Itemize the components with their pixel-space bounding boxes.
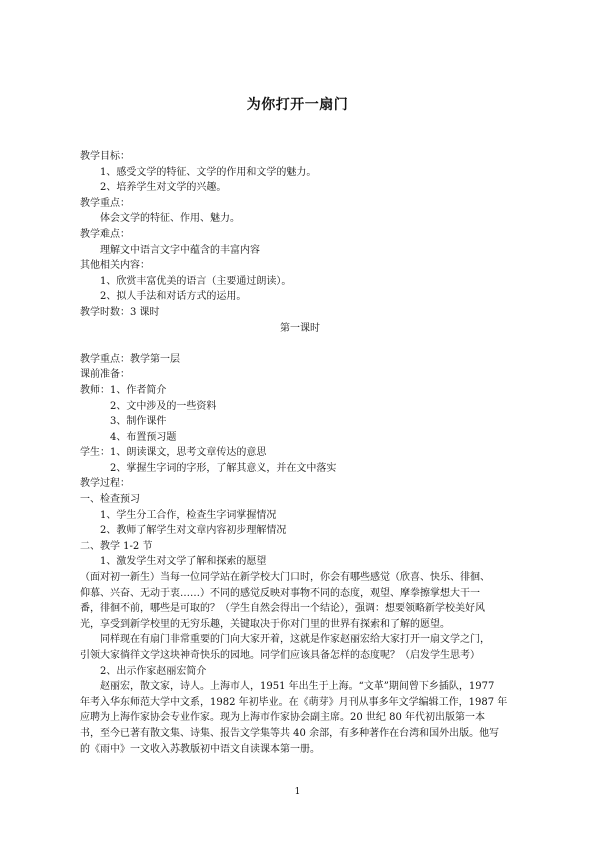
paragraph-line: 番，徘徊不前，哪些是可取的？（学生自然会得出一个结论），强调：想要领略新学校美好风	[80, 603, 485, 615]
step1-item: 2、教师了解学生对文章内容初步理解情况	[100, 525, 287, 537]
teacher-item: 2、文中涉及的一些资料	[110, 400, 217, 412]
lesson-heading: 第一课时	[280, 322, 320, 334]
teacher-item: 教师：1、作者简介	[80, 384, 167, 396]
step2-sub-heading: 1、激发学生对文学了解和探索的愿望	[100, 556, 267, 568]
paragraph-line: 引领大家徜徉文学这块神奇快乐的园地。同学们应该具备怎样的态度呢？（启发学生思考）	[80, 650, 480, 661]
process-heading: 教学过程：	[80, 478, 130, 490]
step1-heading: 一、检查预习	[80, 494, 140, 506]
key-text: 体会文学的特征、作用、魅力。	[100, 213, 240, 225]
document-title: 为你打开一扇门	[246, 97, 349, 113]
goals-heading: 教学目标：	[80, 151, 130, 162]
paragraph-line: 仰慕、兴奋、无动于衷……）不同的感觉反映对事物不同的态度，观望、摩拳擦掌想大干一	[80, 587, 480, 599]
other-item: 1、欣赏丰富优美的语言（主要通过朗读）。	[100, 275, 292, 287]
key-heading: 教学重点：	[80, 197, 130, 209]
paragraph-line: 的《雨中》一文收入苏教版初中语文自读课本第一册。	[80, 743, 320, 755]
paragraph-line: 书，至今已著有散文集、诗集、报告文学集等共 40 余部，有多种著作在台湾和国外出版。他写	[80, 727, 500, 739]
paragraph-line: 应聘为上海作家协会专业作家。现为上海市作家协会副主席。20 世纪 80 年代初出版第一本	[80, 712, 485, 724]
paragraph-line: 赵丽宏，散文家，诗人。上海市人，1951 年出生于上海。“文革”期间曾下乡插队，1977	[100, 681, 495, 693]
step1-item: 1、学生分工合作，检查生字词掌握情况	[100, 509, 277, 521]
teaching-hours: 教学时数：3 课时	[80, 306, 160, 318]
difficulty-heading: 教学难点：	[80, 228, 130, 240]
student-item: 2、掌握生字词的字形，了解其意义，并在文中落实	[110, 462, 337, 474]
paragraph-line: 同样现在有扇门非常重要的门向大家开着，这就是作家赵丽宏给大家打开一扇文学之门，	[100, 634, 490, 646]
goal-item: 1、感受文学的特征、文学的作用和文学的魅力。	[100, 166, 317, 178]
document-body	[80, 149, 520, 757]
spacer	[80, 336, 520, 352]
paragraph-line: 年考入华东师范大学中文系，1982 年初毕业。在《萌芽》月刊从事多年文学编辑工作，1987 年	[80, 696, 508, 708]
student-item: 学生：1、朗读课文，思考文章传达的意思	[80, 447, 267, 459]
paragraph-line: 光，享受到新学校里的无穷乐趣，关键取决于你对门里的世界有探索和了解的愿望。	[80, 618, 450, 630]
teacher-item: 4、布置预习题	[110, 431, 177, 443]
page-number: 1	[294, 787, 301, 797]
paragraph-line: （面对初一新生）当每一位同学站在新学校大门口时，你会有哪些感觉（欣喜、快乐、徘徊、	[80, 572, 490, 584]
goal-item: 2、培养学生对文学的兴趣。	[100, 182, 227, 194]
prep-heading: 课前准备：	[80, 369, 130, 381]
teacher-item: 3、制作课件	[110, 416, 167, 428]
step2-heading: 二、教学 1-2 节	[80, 540, 153, 552]
other-item: 2、拟人手法和对话方式的运用。	[100, 291, 247, 303]
lesson-key: 教学重点：教学第一层	[80, 353, 180, 365]
step2-sub-heading: 2、出示作家赵丽宏简介	[100, 665, 207, 677]
other-heading: 其他相关内容：	[80, 260, 150, 272]
difficulty-text: 理解文中语言文字中蕴含的丰富内容	[100, 244, 260, 256]
